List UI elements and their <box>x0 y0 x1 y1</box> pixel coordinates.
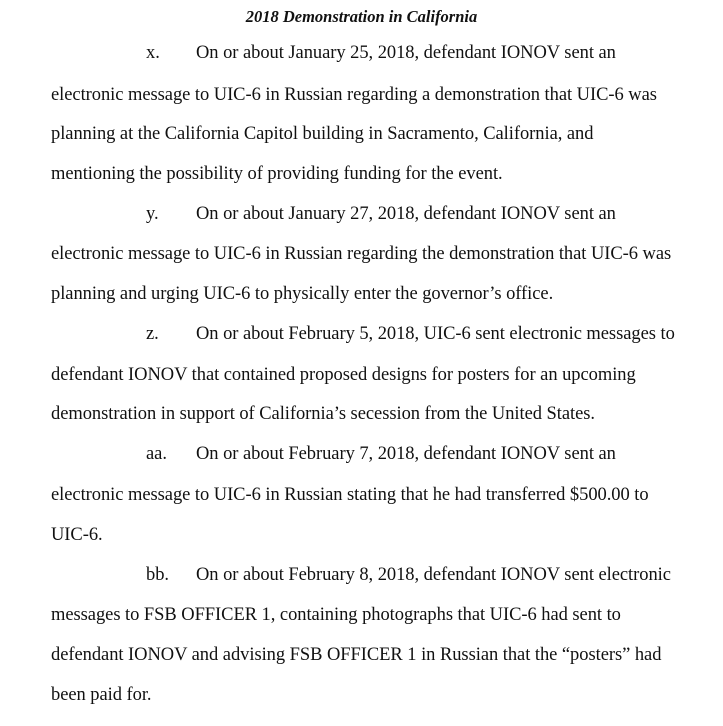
paragraph-line: On or about January 25, 2018, defendant IONOV sent an <box>196 43 616 63</box>
paragraph-first-line <box>146 564 671 586</box>
paragraph-first-line <box>146 443 616 465</box>
paragraph-first-line <box>146 203 616 225</box>
paragraph-line: On or about February 7, 2018, defendant IONOV sent an <box>196 444 616 464</box>
paragraph-marker: z. <box>146 324 159 344</box>
paragraph-marker: y. <box>146 204 159 224</box>
paragraph-line: defendant IONOV that contained proposed designs for posters for an upcoming <box>51 365 636 385</box>
paragraph-first-line <box>146 42 616 64</box>
paragraph-marker: bb. <box>146 565 169 585</box>
paragraph-line: UIC-6. <box>51 525 103 545</box>
paragraph-line: On or about February 5, 2018, UIC-6 sent electronic messages to <box>196 324 675 344</box>
paragraph-line: electronic message to UIC-6 in Russian stating that he had transferred $500.00 to <box>51 485 649 505</box>
paragraph-line: electronic message to UIC-6 in Russian regarding the demonstration that UIC-6 was <box>51 244 672 264</box>
paragraph-line: been paid for. <box>51 685 152 705</box>
paragraph-line: messages to FSB OFFICER 1, containing photographs that UIC-6 had sent to <box>51 605 621 625</box>
paragraph-line: electronic message to UIC-6 in Russian regarding a demonstration that UIC-6 was <box>51 85 657 105</box>
paragraph-line: demonstration in support of California’s secession from the United States. <box>51 404 596 424</box>
paragraph-line: On or about February 8, 2018, defendant IONOV sent electronic <box>196 565 671 585</box>
paragraph-marker: x. <box>146 43 160 63</box>
section-heading: 2018 Demonstration in California <box>245 7 478 26</box>
paragraph-first-line <box>146 323 675 345</box>
paragraph-line: planning at the California Capitol building in Sacramento, California, and <box>51 124 594 144</box>
paragraph-line: On or about January 27, 2018, defendant IONOV sent an <box>196 204 616 224</box>
paragraph-line: mentioning the possibility of providing funding for the event. <box>51 164 503 184</box>
paragraph-line: defendant IONOV and advising FSB OFFICER 1 in Russian that the “posters” had <box>51 645 662 665</box>
paragraph-line: planning and urging UIC-6 to physically enter the governor’s office. <box>51 284 554 304</box>
paragraph-marker: aa. <box>146 444 167 464</box>
